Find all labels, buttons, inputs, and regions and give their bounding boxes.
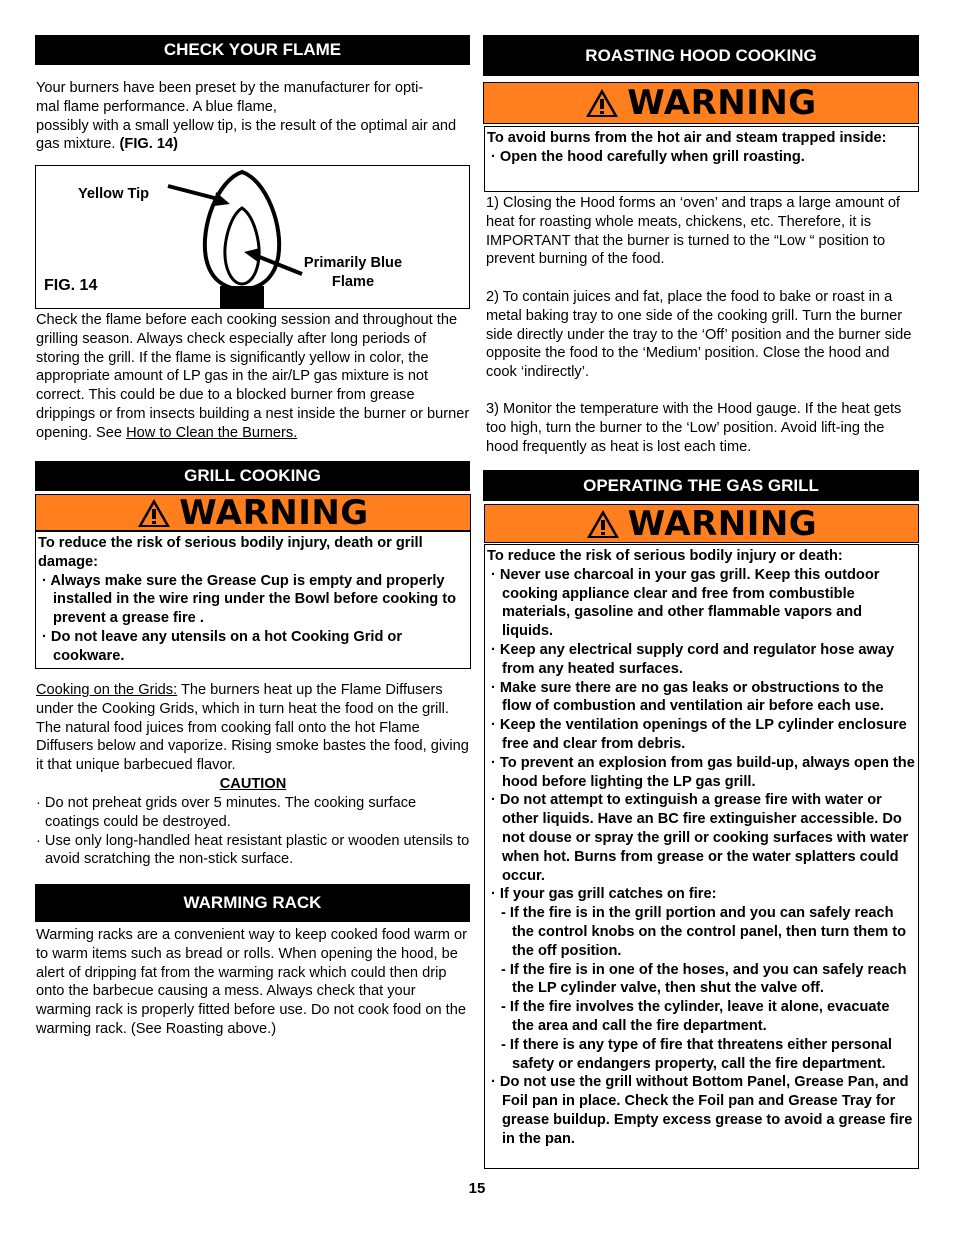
check-flame-body: Check the flame before each cooking session and throughout the grilling season. Always check especially after long periods of storing the grill. If the flame is significantly yellow in color, the appropriate amount of LP gas in the air/LP gas mixture is not correct. This could be due to a blocked burner from grease drippings or from insects building a nest inside the burner or burner opening. See How to Clean the Burners.: [36, 312, 470, 441]
grill-cooking-header: GRILL COOKING: [35, 461, 470, 491]
warning-word: WARNING: [627, 83, 817, 123]
warning-word: WARNING: [179, 492, 369, 533]
clean-burners-link: How to Clean the Burners.: [126, 424, 298, 441]
warning-subitem: - If there is any type of fire that threatens either personal safety or endangers property, call the fire department.: [501, 1036, 892, 1072]
warning-item: · Keep any electrical supply cord and regulator hose away from any heated surfaces.: [491, 641, 895, 677]
figure-label: FIG. 14: [44, 277, 98, 294]
warning-item: · Make sure there are no gas leaks or obstructions to the flow of combustion and ventilation air before each use.: [491, 679, 884, 715]
warning-word: WARNING: [627, 503, 818, 544]
blue-flame-label: Primarily Blue Flame: [303, 255, 403, 290]
warning-item: · If your gas grill catches on fire:: [491, 886, 717, 903]
grill-cooking-warning-box: To reduce the risk of serious bodily injury, death or grill damage: · Always make sure the Grease Cup is empty and properly installed in the wire ring under the Bowl before cooking to prevent a grease fire . · Do not leave any utensils on a hot Cooking Grid or cookware.: [35, 531, 471, 669]
roasting-paragraph-1: 1) Closing the Hood forms an ‘oven’ and traps a large amount of heat for roasting whole meats, chickens, etc. Therefore, it is IMPORTANT that the burner is turned to the “Low “ position to prevent burning of the food.: [486, 195, 900, 268]
caution-item: · Use only long-handled heat resistant plastic or wooden utensils to avoid scratching the non-stick surface.: [36, 832, 470, 868]
warning-item: · Do not use the grill without Bottom Panel, Grease Pan, and Foil pan in place. Check the Foil pan and Grease Tray for grease buildup. Empty excess grease to avoid a grease fire in the pan.: [491, 1074, 913, 1147]
operating-warning-banner: [484, 504, 919, 543]
roasting-warning-box: To avoid burns from the hot air and steam trapped inside: · Open the hood carefully when grill roasting.: [484, 126, 919, 192]
warming-rack-body: Warming racks are a convenient way to keep cooked food warm or to warm items such as bread or rolls. When opening the hood, be alert of dripping fat from the warming rack which could then drip onto the barbecue causing a mess. Always check that your warming rack is properly fitted before use. Do not cook food on the warming rack. (See Roasting above.): [36, 927, 467, 1037]
grill-cooking-body: Cooking on the Grids: The burners heat up the Flame Diffusers under the Cooking Grids, which in turn heat the food on the grill. The natural food juices from cooking fall onto the hot Flame Diffusers below and vaporize. Rising smoke bastes the food, giving it that unique barbecued flavor.: [36, 682, 469, 774]
warning-item: · Do not attempt to extinguish a grease fire with water or other liquids. Have an BC fire extinguisher accessible. Do not douse or spray the grill or cooking surfaces with water when hot. Burns from grease or the water splatters could occur.: [491, 792, 909, 884]
warning-triangle-icon: [137, 498, 171, 528]
caution-list: [36, 794, 470, 869]
warning-subitem: - If the fire is in the grill portion and you can safely reach the control knobs on the control panel, then turn them to the off position.: [501, 905, 907, 959]
warning-item: · Do not leave any utensils on a hot Cooking Grid or cookware.: [42, 628, 403, 664]
warning-item: · Keep the ventilation openings of the LP cylinder enclosure free and clear from debris.: [491, 717, 907, 752]
flame-figure: [35, 165, 470, 309]
caution-item: · Do not preheat grids over 5 minutes. The cooking surface coatings could be destroyed.: [36, 795, 417, 830]
warning-triangle-icon: [586, 509, 620, 539]
cooking-on-grids-label: Cooking on the Grids:: [36, 682, 178, 698]
roasting-paragraph-2: 2) To contain juices and fat, place the food to bake or roast in a metal baking tray to one side of the cooking grill. Turn the burner side directly under the tray to the ‘Off’ position and the burner side opposite the food to the ‘Medium’ position. Close the hood and cook ‘indirectly’.: [486, 289, 912, 381]
grill-cooking-warning-banner: [35, 494, 471, 531]
roasting-warning-banner: [483, 82, 919, 124]
warning-item: · To prevent an explosion from gas build-up, always open the hood before lighting the LP gas grill.: [491, 754, 915, 790]
check-flame-header: CHECK YOUR FLAME: [35, 35, 470, 65]
caution-title: CAUTION: [219, 776, 287, 792]
yellow-tip-label: Yellow Tip: [78, 186, 150, 202]
check-flame-intro: Your burners have been preset by the manufacturer for opti- mal flame performance. A blue flame, possibly with a small yellow tip, is the result of the optimal air and gas mixture. (FIG. 14): [36, 80, 457, 153]
warning-item: · Never use charcoal in your gas grill. Keep this outdoor cooking appliance clear and free from combustible materials, gasoline and other flammable vapors and liquids.: [491, 566, 880, 640]
warning-subitem: - If the fire involves the cylinder, leave it alone, evacuate the area and call the fire department.: [501, 999, 890, 1034]
warming-rack-header: WARMING RACK: [35, 884, 470, 922]
warning-item: · Always make sure the Grease Cup is empty and properly installed in the wire ring under the Bowl before cooking to prevent a grease fire .: [42, 572, 456, 627]
roasting-paragraph-3: 3) Monitor the temperature with the Hood gauge. If the heat gets too high, turn the burner to the ‘Low’ position. Avoid lift-ing the hood frequently as heat is lost each time.: [486, 401, 902, 455]
roasting-header: ROASTING HOOD COOKING: [483, 35, 919, 76]
warning-subitem: - If the fire is in one of the hoses, and you can safely reach the LP cylinder valve, then shut the valve off.: [501, 961, 907, 997]
page-number: 15: [468, 1180, 486, 1197]
operating-header: OPERATING THE GAS GRILL: [483, 470, 919, 501]
operating-warning-box: To reduce the risk of serious bodily injury or death: · Never use charcoal in your gas grill. Keep this outdoor cooking appliance clear and free from combustible materials, gasoline and other flammable vapors and liquids. · Keep any electrical supply cord and regulator hose away from any heated surfaces. · Make sure there are no gas leaks or obstructions to the flow of combustion and ventilation air before each use. · Keep the ventilation openings of the LP cylinder enclosure free and clear from debris. · To prevent an explosion from gas build-up, always open the hood before lighting the LP gas grill. · Do not attempt to extinguish a grease fire with water or other liquids. Have an BC fire extinguisher accessible. Do not douse or spray the grill or cooking surfaces with water when hot. Burns from grease or the water splatters could occur. · If your gas grill catches on fire: - If the fire is in the grill portion and you can safely reach the control knobs on the control panel, then turn them to the off position. - If the fire is in one of the hoses, and you can safely reach the LP cylinder valve, then shut the valve off. - If the fire involves the cylinder, leave it alone, evacuate the area and call the fire department. - If there is any type of fire that threatens either personal safety or endangers property, call the fire department. · Do not use the grill without Bottom Panel, Grease Pan, and Foil pan in place. Check the Foil pan and Grease Tray for grease buildup. Empty excess grease to avoid a grease fire in the pan.: [484, 544, 919, 1169]
warning-triangle-icon: [585, 88, 619, 118]
warning-item: · Open the hood carefully when grill roasting.: [491, 148, 805, 165]
